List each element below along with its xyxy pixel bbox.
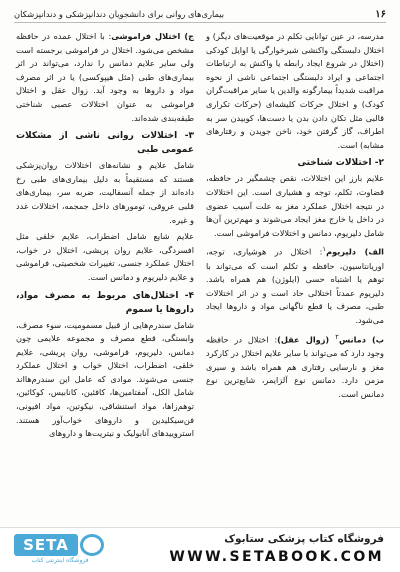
amnesia-paragraph	[16, 30, 194, 125]
logo-subtitle: فروشگاه اینترنتی کتاب	[31, 557, 89, 564]
store-footer-banner	[0, 527, 400, 572]
dementia-paragraph	[206, 331, 384, 402]
running-title: بیماری‌های روانی برای دانشجویان دندانپزشکی و دندانپزشکان	[14, 9, 225, 19]
paragraph: شامل علایم و نشانه‌های اختلالات روان‌پزشکی هستند که مستقیماً به دلیل بیماری‌های طبی رخ داده‌اند از جمله آنسفالیت، ضربه سر، بیماری‌های قلبی عروقی، تومورهای داخل جمجمه، اختلالات غدد و غیره.	[16, 160, 194, 225]
logo-text: SETA	[14, 534, 78, 556]
page-header	[14, 6, 386, 23]
footnote-mark: ۲	[335, 332, 339, 341]
store-logo[interactable]	[14, 534, 106, 566]
delirium-text: : اختلال در هوشیاری، توجه، اوریانتاسیون، حافظه و تکلم است که می‌تواند با توهم یا اشتباه حسی (ایلوژن) هم همراه باشد. دلیریوم عمدتاً اختلالی حاد است و در اثر اختلالات طبی، مصرف یا قطع ناگهانی مواد و داروها ایجاد می‌شود.	[206, 247, 384, 326]
store-name: فروشگاه کتاب پزشکی ستابوک	[224, 533, 384, 545]
paragraph: مدرسه، در عین توانایی تکلم در موقعیت‌های دیگر) و اختلال دلبستگی واکنشی شیرخوارگی یا اوایل کودکی (اختلال در شروع ایجاد رابطه یا واکنش به ارتباطات اجتماعی و ایراد دلبستگی اجتماعی ناشی از نحوه مراقبت شدیداً بیمارگونه والدین یا سایر مراقبت‌گران کودک) و اختلال حرکات کلیشه‌ای (حرکات تکراری قالبی مثل تکان دادن بدن یا دست‌ها، کوبیدن سر به اطراف، گاز گرفتن خود، ناخن جویدن و رفتارهای مشابه) است.	[206, 31, 384, 150]
dementia-sublabel: (زوال عقل)	[277, 334, 336, 345]
footnote-mark: ۱	[322, 245, 327, 254]
section-heading-cognitive: ۲- اختلالات شناختی	[297, 158, 384, 169]
section-heading-medical: ۳- اختلالات روانی ناشی از مشکلات عمومی طبی	[16, 131, 194, 156]
paragraph: شامل سندرم‌هایی از قبیل مسمومیت، سوء مصرف، وابستگی، قطع مصرف و مجموعه علایمی چون دمانس، دلیریوم، فراموشی، روان پریشی، علایم خلقی، اضطراب، اختلال خواب و اختلال عملکرد جنسی می‌شوند. موادی که عامل این سندرم‌ها‌اند شامل الکل، آمفتامین‌ها، کافئین، کانابیس، کوکائین، توهم‌زاها، مواد استنشاقی، نیکوتین، مواد افیونی، فن‌سیکلیدین و داروهای خواب‌آور هستند. استروییدهای آنابولیک و نیتریت‌ها و داروهای	[16, 319, 194, 439]
paragraph: علایم شایع شامل اضطراب، علایم خلقی مثل افسردگی، علایم روان پریشی، اختلال در خواب، اختلال عملکرد جنسی، تغییرات شخصیتی، فراموشی و علایم دلیریوم و دمانس است.	[16, 231, 194, 282]
logo-mark-icon	[80, 534, 104, 556]
paragraph: علایم بارز این اختلالات، نقص چشمگیر در حافظه، قضاوت، تکلم، توجه و هشیاری است. این اختلالات در نتیجه اختلال عملکرد مغز به علت آسیب عضوی در داخل یا خارج مغز ایجاد می‌شوند و مهم‌ترین آن‌ها شامل دلیریوم، دمانس و اختلالات فراموشی است.	[206, 173, 384, 238]
section-heading-substance: ۴- اختلال‌های مربوط به مصرف مواد، داروها یا سموم	[16, 290, 194, 315]
amnesia-label: ج) اختلال فراموشی	[111, 31, 194, 41]
left-column	[16, 30, 194, 444]
delirium-label: الف) دلیریوم	[326, 247, 384, 258]
store-url-link[interactable]: WWW.SETABOOK.COM	[169, 549, 384, 565]
page-number: ۱۶	[375, 8, 386, 20]
dementia-label: ب) دمانس	[338, 334, 384, 345]
delirium-paragraph	[206, 243, 384, 327]
right-column	[206, 30, 384, 404]
dementia-text: : اختلال در حافظه وجود دارد که می‌تواند با سایر علایم اختلال در کارکرد مغز و نارسایی رفتاری هم همراه باشد و سیری مزمن دارد. دمانس نوع آلزایمر، شایع‌ترین نوع دمانس است.	[206, 334, 384, 399]
amnesia-text: : با اختلال عمده در حافظه مشخص می‌شود. اختلال در فراموشی برجسته است ولی سایر علایم دمانس را ندارد، می‌تواند در اثر بیماری‌های طبی (مثل هیپوکسی) یا در اثر مصرف مواد و داروها به وجود آید. زوال عقل و اختلال فراموشی به عنوان اختلالات عصبی شناختی طبقه‌بندی شده‌اند.	[16, 31, 194, 123]
